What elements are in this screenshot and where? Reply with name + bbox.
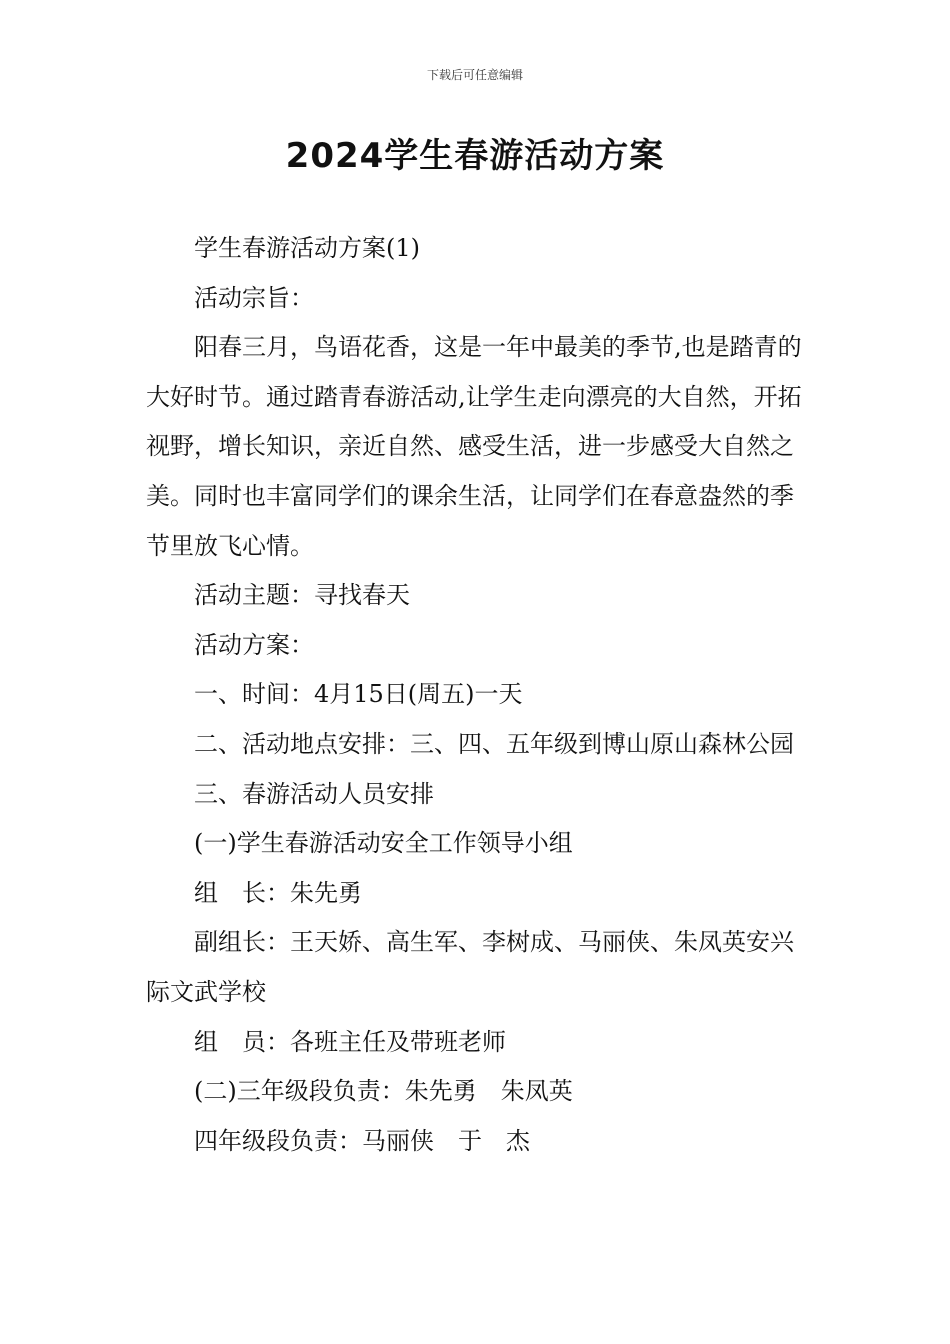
document-body — [146, 224, 810, 1166]
paragraph-location: 二、活动地点安排：三、四、五年级到博山原山森林公园 — [194, 729, 794, 758]
paragraph-deputy-leaders: 副组长：王天娇、高生军、李树成、马丽侠、朱凤英安兴际文武学校 — [146, 928, 794, 1006]
section-heading: 学生春游活动方案(1) — [194, 234, 420, 262]
paragraph-leadership-group: (一)学生春游活动安全工作领导小组 — [194, 829, 573, 858]
paragraph-purpose-label: 活动宗旨： — [194, 283, 314, 312]
header-note: 下载后可任意编辑 — [426, 68, 523, 82]
paragraph-staff-heading: 三、春游活动人员安排 — [194, 779, 434, 808]
paragraph-members: 组 员：各班主任及带班老师 — [194, 1027, 506, 1056]
paragraph-grade-four: 四年级段负责：马丽侠 于 杰 — [194, 1126, 530, 1155]
paragraph-plan-label: 活动方案： — [194, 630, 314, 659]
document-title: 2024学生春游活动方案 — [285, 136, 665, 176]
paragraph-time: 一、时间：4月15日(周五)一天 — [194, 680, 523, 709]
paragraph-group-leader: 组 长：朱先勇 — [194, 878, 362, 907]
paragraph-grade-three: (二)三年级段负责：朱先勇 朱凤英 — [194, 1077, 573, 1106]
paragraph-purpose-text: 阳春三月，鸟语花香，这是一年中最美的季节,也是踏青的大好时节。通过踏青春游活动,让学生走向漂亮的大自然，开拓视野，增长知识，亲近自然、感受生活，进一步感受大自然之美。同时也丰富同学们的课余生活，让同学们在春意盎然的季节里放飞心情。 — [146, 333, 802, 560]
paragraph-theme: 活动主题：寻找春天 — [194, 581, 410, 610]
